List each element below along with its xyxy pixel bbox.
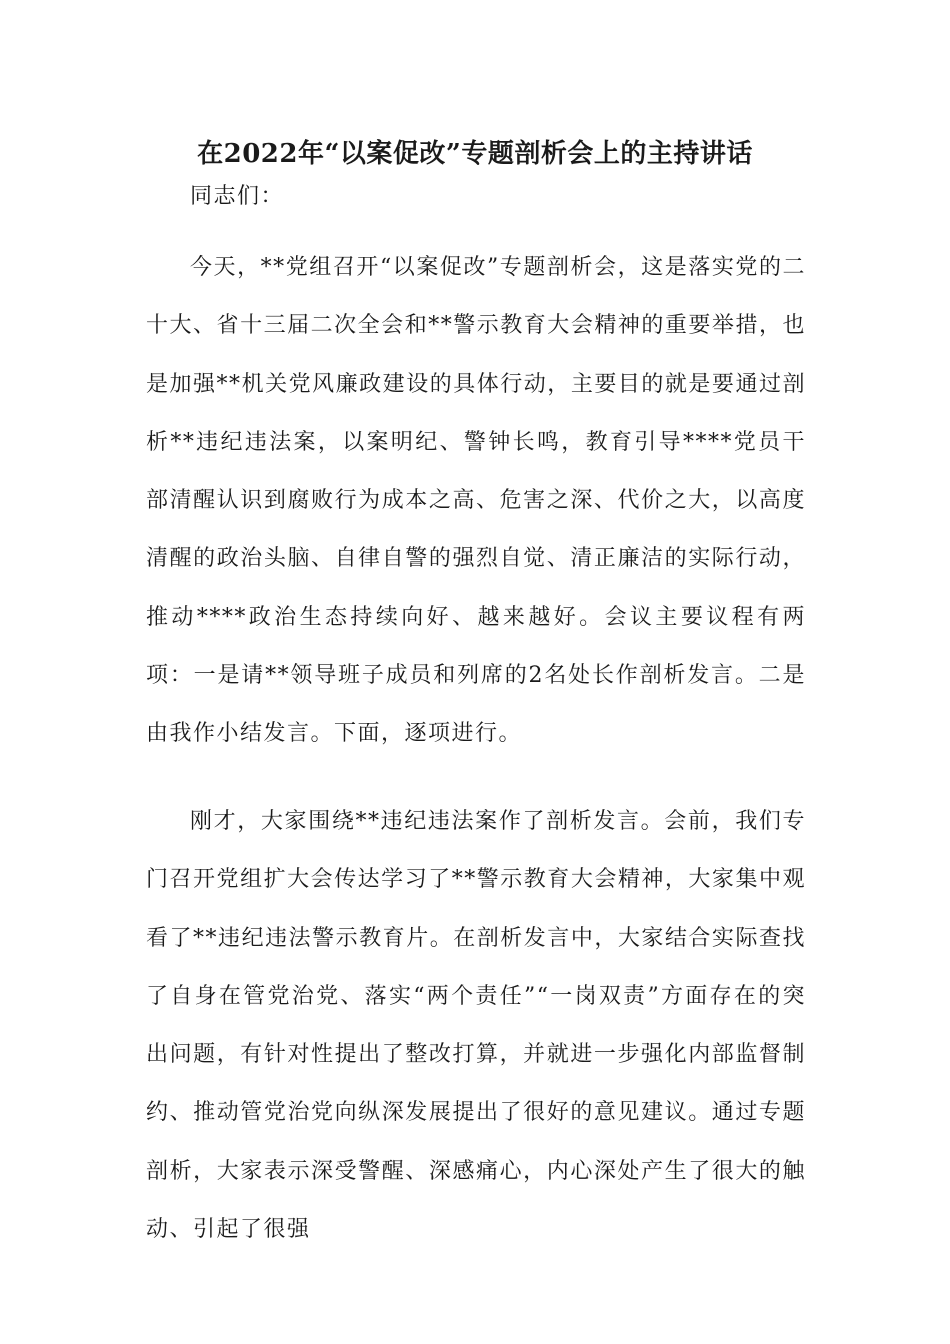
greeting: 同志们： bbox=[190, 184, 285, 209]
paragraph-1: 今天，**党组召开“以案促改”专题剖析会，这是落实党的二十大、省十三届二次全会和**警示教育大会精神的重要举措，也是加强**机关党风廉政建设的具体行动，主要目的就是要通过剖析**违纪违法案，以案明纪、警钟长鸣，教育引导****党员干部清醒认识到腐败行为成本之高、危害之深、代价之大，以高度清醒的政治头脑、自律自警的强烈自觉、清正廉洁的实际行动，推动****政治生态持续向好、越来越好。会议主要议程有两项：一是请**领导班子成员和列席的2名处长作剖析发言。二是由我作小结发言。下面，逐项进行。 bbox=[146, 255, 806, 747]
document-title: 在2022年“以案促改”专题剖析会上的主持讲话 bbox=[197, 139, 753, 169]
paragraph-2: 刚才，大家围绕**违纪违法案作了剖析发言。会前，我们专门召开党组扩大会传达学习了**警示教育大会精神，大家集中观看了**违纪违法警示教育片。在剖析发言中，大家结合实际查找了自身在管党治党、落实“两个责任”“一岗双责”方面存在的突出问题，有针对性提出了整改打算，并就进一步强化内部监督制约、推动管党治党向纵深发展提出了很好的意见建议。通过专题剖析，大家表示深受警醒、深感痛心，内心深处产生了很大的触动、引起了很强 bbox=[146, 809, 806, 1243]
